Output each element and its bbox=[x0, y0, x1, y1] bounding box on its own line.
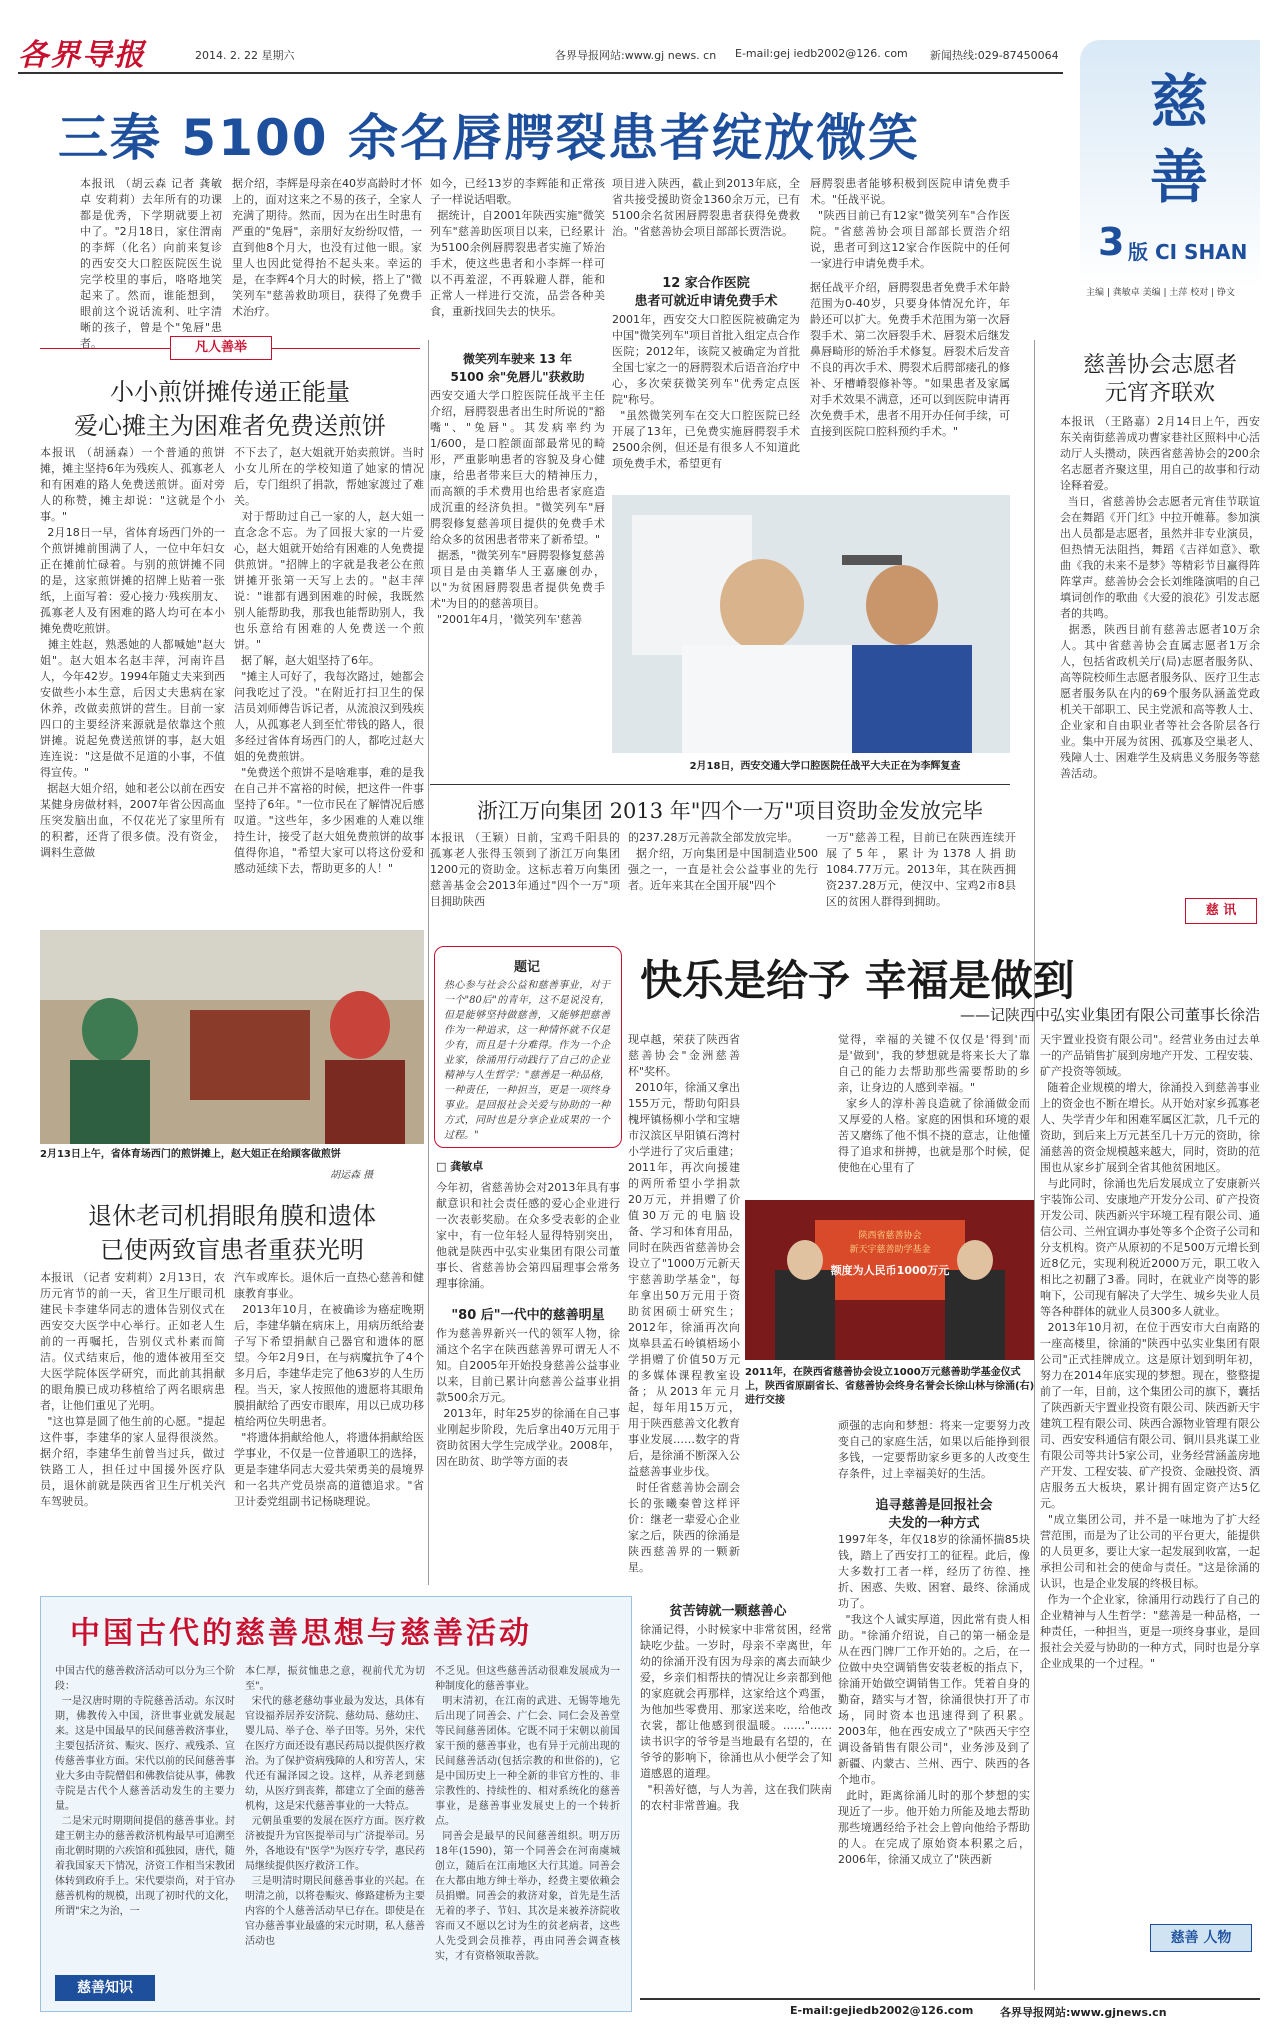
article-13-body: 西安交通大学口腔医院任战平主任介绍，唇腭裂患者出生时所说的"豁嘴"、"兔唇"。其发病率约为1/600，是口腔颌面部最常见的畸形，严重影响患者的容貌及身心健康，给患者带来巨大的精神压力，而高额的手术费用也给患者家庭造成沉重的经济负担。"微笑列车"唇腭裂修复慈善项目提供的免费手术给众多的贫困患者带来了新希望。" 据悉，"微笑列车"唇腭裂修复慈善项目是由美籍华人王嘉廉创办，以"为贫困唇腭裂患者提供免费手术"为目的的慈善项目。 "2001年4月，'微笑列车'慈善 bbox=[430, 389, 605, 626]
pancake-title-2: 爱心摊主为困难者免费送煎饼 bbox=[74, 412, 386, 440]
masthead-website: 各界导报网站:www.gj news. cn bbox=[555, 49, 717, 62]
photo-dental-exam bbox=[612, 495, 1010, 753]
pancake-col-1: 本报讯 （胡涵森）一个普通的煎饼摊，摊主坚持6年为残疾人、孤寡老人和有困难的路人免费送煎饼。面对旁人的称赞，摊主却说："这就是个小事。" 2月18日一早，省体育场西门外的一个煎饼摊前围满了人，一位中年妇女正在摊前忙碌着。与别的煎饼摊不同的是，这家煎饼摊的招牌上贴着一张纸，上面写着：爱心接力·残疾朋友、孤寡老人及有困难的路人均可在本小摊免费吃煎饼。 摊主姓赵，熟悉她的人都喊她"赵大姐"。赵大姐本名赵丰萍，河南许昌人，今年42岁。1994年随丈夫来到西安做些小本生意，后因丈夫患病在家休养，改做卖煎饼的营生。目前一家四口的主要经济来源就是依靠这个煎饼摊。说起免费送煎饼的事，赵大姐连连说："这是做不足道的小事，不值得宣传。" 据赵大姐介绍，她和老公以前在西安某健身房做材料，2007年省公因高血压突发脑出血，不仅花光了家里所有的积蓄，还背了很多债。没有资金，调料生意做 bbox=[40, 446, 226, 859]
zhejiang-col-2: 的237.28万元善款全部发放完毕。 据介绍，万向集团是中国制造业500强之一，一直是社会公益事业的先行者。近年来其在全国开展"四个 bbox=[628, 831, 818, 892]
xu-subtitle: ——记陕西中弘实业集团有限公司董事长徐浩 bbox=[959, 1006, 1260, 1024]
donation-title-2: 已使两致盲患者重获光明 bbox=[100, 1236, 364, 1264]
xu-col-3c: 1997年冬，年仅18岁的徐涌怀揣85块钱，踏上了西安打工的征程。此后，像大多数打工者一样，经历了彷徨、挫折、困惑、失败、困窘、最终、徐涌成功了。 "我这个人诚实厚道，因此常有贵人相助。"徐涌介绍说，自己的第一桶金是从在西门牌厂工作开始的。之后，在一位做中央空调销售安装老板的指点下，徐涌开始做空调销售工作。凭着自身的勤奋，踏实与才智，徐涌很快打开了市场，同时资本也迅速得到了积累。2003年，他在西安成立了"陕西天宇空调设备销售有限公司"，业务涉及到了新疆、内蒙古、兰州、西宁、陕西的各个地市。 此时，距离徐涌儿时的那个梦想的实现近了一步。他开始力所能及地去帮助那些境遇经给予社会上曾向他给予帮助的人。在完成了原始资本积累之后，2006年，徐涌又成立了"陕西新 bbox=[838, 1533, 1031, 1866]
article-12-body: 2001年，西安交大口腔医院被确定为中国"微笑列车"项目首批入组定点合作医院；2012年，该院又被确定为首批全国七家之一的唇腭裂术后语音治疗中心，多次荣获微笑列车"优秀定点医院"称号。 "虽然微笑列车在交大口腔医院已经开展了13年，已免费实施唇腭裂手术2500余例，但还是有很多人不知道此项免费手术，希望更有 bbox=[612, 313, 800, 470]
zhejiang-col-1: 本报讯 （王颖）日前，宝鸡千阳县的孤寡老人张得玉领到了浙江万向集团1200元的资助金。这标志着万向集团慈善基金会2013年通过"四个一万"项目拥助陕西 bbox=[430, 831, 620, 908]
footer-rule bbox=[640, 1998, 1260, 2000]
zhejiang-title: 浙江万向集团 2013 年"四个一万"项目资助金发放完毕 bbox=[476, 799, 984, 823]
knowledge-col-3: 不乏见。但这些慈善活动很难发展成为一种制度化的慈善事业。 明末清初，在江南的武进、无锡等地先后出现了同善会、广仁会、同仁会及善堂等民间慈善团体。它既不同于宋朝以前国家干预的慈善事业，也有异于元前出现的民间慈善活动(包括宗教的和世俗的)，它是中国历史上一种全新的非官方性的、非宗教性的、持续性的、相对系统化的慈善事业，是慈善事业发展史上的一个转折点。 同善会是最早的民间慈善组织。明万历18年(1590)，第一个同善会在河南虞城创立，随后在江南地区大行其道。同善会在大都由地方绅士举办，经费主要依赖会员捐赠。同善会的救济对象，首先是生活无着的孝子、节妇、其次是来被养济院收容而又不愿以乞讨为生的贫老病者，这些人先受到会员推荐，再由同善会调查核实，才有资格领取善款。 bbox=[435, 1666, 621, 1962]
volunteer-title-2: 元宵齐联欢 bbox=[1104, 381, 1215, 406]
xu-col-1-subhead: "80 后"一代中的慈善明星 bbox=[451, 1308, 605, 1323]
volunteer-title-1: 慈善协会志愿者 bbox=[1082, 353, 1237, 378]
lead-headline: 三秦 5100 余名唇腭裂患者绽放微笑 bbox=[58, 109, 920, 167]
lead-col-1: 本报讯 （胡云森 记者 龚敏卓 安莉莉）去年所有的功课都是优秀，下学期就要上初中了。"2月18日，家住渭南的李辉（化名）向前来复诊的西安交大口腔医院医生说完学校里的事后，咯咯地笑起来了。然而，谁能想到，眼前这个说话流利、吐字清晰的孩子，曾是个"兔唇"患者。 bbox=[80, 177, 222, 350]
xu-col-2-subhead: 贫苦铸就一颗慈善心 bbox=[669, 1604, 787, 1619]
xu-col-2b: 徐涌记得，小时候家中非常贫困，经常缺吃少盐。一岁时，母亲不幸离世，年幼的徐涌开没有因为母亲的离去而缺少爱，乡亲们相帮扶的情况让乡亲都到他的家庭就会再那样，这家给这个鸡蛋，为他加些零费用、那家送来吃，给他改衣裳，都让他感到很温暖。……"……读书识字的爷爷是当地最有名望的，在爷爷的影响下，徐涌也从小便学会了知道感恩的道理。 "积善好德，与人为善，这在我们陕南的农村非常普遍。我 bbox=[640, 1623, 832, 1812]
photo-pancake-stall bbox=[40, 930, 424, 1144]
xu-col-4: 天宇置业投资有限公司"。经营业务由过去单一的产品销售扩展到房地产开发、工程安装、矿产投资等领域。 随着企业规模的增大，徐涌投入到慈善事业上的资金也不断在增长。从开始对家乡孤寡老人、失学青少年和困难军属区汇款，几千元的资助，到后来上万元甚至几十万元的资助，徐涌慈善的资金规模越来越大，同时，资助的范围也从家乡扩展到全省其他贫困地区。 与此同时，徐涌也先后发展成立了安康新兴宇装饰公司、安康地产开发分公司、矿产投资开发公司、陕西新兴宇环境工程有限公司、通信公司、兰州宜调办事处等多个企资子公司和分支机构。资产从原初的不足500万元增长到近8亿元，实现利税近2000万元，职工收入相比之初翻了3番。同时，在就业产岗等的影响下，公司现有解决了大学生、城乡失业人员等各种群体的就业人员300多人就业。 2013年10月初，在位于西安市大白南路的一座高楼里，徐涌的"陕西中弘实业集团有限公司"正式挂牌成立。这是原计划到明年初，努力在2014年底实现的梦想。现在，整整提前了一年，目前，这个集团公司的旗下，囊括了陕西新天宇置业投资有限公司、陕西新天宇建筑工程有限公司、陕西合源物业管理有限公司、西安安科通信有限公司、铜川县兆谋工业有限公司等共计5家公司，业务经营涵盖房地产开发、工程安装、矿产投资、金融投资、酒店服务五大板块，累计拥有固定资产达5亿元。 "成立集团公司，并不是一味地为了扩大经营范围，而是为了让公司的平台更大，能提供的人员更多，要让大家一起发展到收富，一起承担公司和社会的使命与责任。"这是徐涌的认识，也是企业发展的终极目标。 作为一个企业家，徐涌用行动践行了自己的企业精神与人生哲学："慈善是一种品格，一种责任，一种担当，更是一项终身事业，是回报社会关爱与协助的一种方式，同时也是分享企业成果的一个过程。" bbox=[1040, 1033, 1261, 1670]
section-page-number: 3 bbox=[1098, 220, 1125, 264]
xu-byline: □ 龚敏卓 bbox=[436, 1160, 484, 1173]
article-12b-body: 据任战平介绍，唇腭裂患者免费手术年龄范围为0-40岁，只要身体情况允许，年龄还可以扩大。免费手术范围为第一次唇裂手术、第二次唇裂手术、唇裂术后继发鼻唇畸形的矫治手术修复。唇裂术后发音不良的再次手术、腭裂术后腭部瘘孔的修补、牙槽嵴裂修补等。"如果患者及家属对手术效果不满意，还可以到医院申请再次免费手术，患者不用开办任何手续，可直接到医院口腔科预约手术。" bbox=[810, 281, 1010, 438]
divider-left bbox=[428, 340, 429, 1585]
xu-col-2: 现卓越，荣获了陕西省慈善协会"金洲慈善杯"奖杯。 2010年，徐涌又拿出155万元，帮助句阳县槐坪镇杨柳小学和宝塘市汉滨区早阳镇石湾村小学进行了灾后重建；2011年，再次向援建的两所希望小学捐款20万元，并捐赠了价值30万元的电脑设备、学习和体育用品，同时在陕西省慈善协会设立了"1000万元新天宇慈善助学基金"，每年拿出50万元用于资助贫困硕士研究生；2012年，徐涌再次向岚皋县孟石岭镇梧场小学捐赠了价值50万元的多媒体课程教室设备；从2013年元月起，每年用15万元，用于陕西慈善文化教育事业发展……数字的背后，是徐涌不断深入公益慈善事业步伐。 时任省慈善协会副会长的张曦秦曾这样评价：继老一辈爱心企业家之后，陕西的徐涌是陕西慈善界的一颗新星。 bbox=[628, 1033, 741, 1574]
photo-dental-exam-caption: 2月18日，西安交通大学口腔医院任战平大夫正在为李辉复查 bbox=[689, 761, 961, 772]
pancake-title-1: 小小煎饼摊传递正能量 bbox=[110, 378, 350, 406]
xu-col-3b: 顽强的志向和梦想：将来一定要努力改变自己的家庭生活，如果以后能挣到很多钱，一定要帮助家乡更多的人改变生存条件，过上幸福美好的生活。 bbox=[838, 1419, 1030, 1480]
lead-col-5: 唇腭裂患者能够积极到医院申请免费手术。"任战平说。 "陕西目前已有12家"微笑列车"合作医院。"省慈善协会项目部部长贾浩介绍说，患者可到这12家合作医院中的任何一家进行申请免费手术。 bbox=[810, 177, 1010, 270]
inscription-title: 题记 bbox=[513, 960, 540, 975]
banner-line-1: 陕西省慈善协会 bbox=[858, 1231, 922, 1241]
donation-col-2: 汽车或库长。退休后一直热心慈善和健康教育事业。 2013年10月，在被确诊为癌症晚期后，李建华躺在病床上，用病历纸给妻子写下希望捐献自己器官和遗体的愿望。今年2月9日，在与病魔抗争了4个多月后，李建华走完了他63岁的人生历程。当天，家人按照他的遗愿将其眼角膜捐献给了西安市眼库，用以已成功移植给两位失明患者。 "将遗体捐献给他人，将遗体捐献给医学事业，不仅是一位普通职工的选择，更是李建华同志大爱共荣勇美的晨境界和一名共产党员崇高的道德追求。"省卫计委党组副书记杨晓理说。 bbox=[234, 1271, 424, 1508]
footer-email: E-mail:gejiedb2002@126.com bbox=[790, 2004, 974, 2017]
section-page-label: 版 CI SHAN bbox=[1128, 240, 1248, 264]
section-char-2: 善 bbox=[1150, 143, 1209, 211]
xu-col-1: 今年初，省慈善协会对2013年具有事献意识和社会责任感的爱心企业进行一次表彰奖励。在众多受表彰的企业家中，有一位年轻人显得特别突出，他就是陕西中弘实业集团有限公司董事长、省慈善协会第四届理事会常务理事徐涌。 bbox=[436, 1181, 620, 1290]
masthead-hotline: 新闻热线:029-87450064 bbox=[930, 49, 1059, 62]
xu-col-3-subhead-1: 追寻慈善是回报社会 bbox=[875, 1498, 993, 1513]
masthead-logo: 各界导报 bbox=[18, 38, 146, 73]
article-12-title-2: 患者可就近申请免费手术 bbox=[634, 294, 778, 309]
article-13-title-1: 微笑列车驶来 13 年 bbox=[462, 352, 573, 366]
pancake-stall-illustration bbox=[40, 930, 424, 1144]
xu-col-3: 觉得，幸福的关键不仅仅是'得到'而是'做到'，我的梦想就是将来长大了靠自己的能力去帮助那些需要帮助的乡亲，让身边的人感到幸福。" 家乡人的淳朴善良造就了徐涌做金而又厚爱的人格。家庭的困惧和环境的艰苦又磨练了他不惧不挠的意志，让他懂得了追求和拼搏，也就是那个时候，促使他在心里有了 bbox=[838, 1033, 1031, 1174]
lead-col-2: 据介绍，李辉是母亲在40岁高龄时才怀上的，面对这来之不易的孩子，全家人充满了期待。然而，因为在出生时患有严重的"兔唇"，亲朋好友纷纷叹惜，一直到他8个月大，也没有过他一眼。家里人也因此觉得抬不起头来。幸运的是，在李辉4个月大的时候，搭上了"微笑列车"慈善救助项目，获得了免费手术治疗。 bbox=[232, 177, 422, 318]
masthead-email: E-mail:gej iedb2002@126. com bbox=[735, 47, 908, 60]
knowledge-col-1: 中国古代的慈善救济活动可以分为三个阶段： 一是汉唐时期的寺院慈善活动。东汉时期，佛教传入中国，济世事业就发展起来。这是中国最早的民间慈善救济事业，主要包括济贫、赈灾、医疗、戒残杀、宣传慈善事业方面。宋代以前的民间慈善事业大多由寺院僧侣和佛教信徒从事，佛教寺院是古代个人慈善活动发生的主要力量。 二是宋元时期期间提倡的慈善事业。封建王朝主办的慈善救济机构最早可追溯至南北朝时期的六疾馆和孤独园，唐代，随着我国家天下情况，济资工作相当宋教团体转到政府手上。宋代要崇尚，对于官办慈善机构的规模，出现了初时代的文化，所谓"宋之为治，一 bbox=[55, 1666, 236, 1917]
section-staff: 主编 | 龚敏卓 美编 | 土萍 校对 | 铮文 bbox=[1086, 288, 1235, 298]
footer-website: 各界导报网站:www.gjnews.cn bbox=[1000, 2006, 1167, 2019]
divider-right bbox=[1034, 340, 1035, 1990]
knowledge-col-2: 本仁厚，振贫恤患之意，视前代尤为切至"。 宋代的慈老慈幼事业最为发达，具体有官设福养居养安济院、慈幼局、慈幼庄、婴儿局、举子仓、举子田等。另外，宋代在医疗方面还设有惠民药局以提供医疗救治。为了保护资病残障的人和穷苦人，宋代还有漏泽园之设。这样，从养老到慈幼，从医疗到丧葬，都建立了全面的慈善机构，这是宋代慈善事业的一大特点。 元朝虽重要的发展在医疗方面。医疗救济被提升为官医提举司与广济提举司。另外，各地设有"医学"为医疗专学，惠民药局继续提供医疗救济工作。 三是明清时期民间慈善事业的兴起。在明清之前，以将卷赈灾、修路建桥为主要内容的个人慈善活动早已存在。即使是在官办慈善事业最盛的宋元时期，私人慈善活动也 bbox=[245, 1666, 426, 1947]
photo-ceremony-caption: 2011年，在陕西省慈善协会设立1000万元慈善助学基金仪式上，陕西省原副省长、省慈善协会终身名誉会长徐山林与徐涌(右)进行交接 bbox=[745, 1367, 1035, 1406]
zhejiang-col-3: 一万"慈善工程，目前已在陕西连续开展了5年，累计为1378人捐助1084.77万元。2013年，其在陕西拥资237.28万元，使汉中、宝鸡2市8县区的贫困人群得到拥助。 bbox=[826, 831, 1016, 908]
banner-line-2: 新天宇慈善助学基金 bbox=[849, 1245, 931, 1255]
inscription-body: 热心参与社会公益和慈善事业，对于一个"80后"的青年，这不是说没有，但是能够坚持做慈善，又能够把慈善作为一种追求，这一种情怀就不仅是少有，而且是十分难得。作为一个企业家，徐涌用行动践行了自己的企业精神与人生哲学："慈善是一种品格，一种责任，一种担当，更是一项终身事业。是回报社会关爱与协助的一种方式，同时也是分享企业成果的一个过程。" bbox=[444, 980, 610, 1141]
lead-col-4: 项目进入陕西，截止到2013年底，全省共接受援助资金1360余万元，已有5100余名贫困唇腭裂患者获得免费救治。"省慈善协会项目部部长贾浩说。 bbox=[612, 177, 800, 238]
donation-col-1: 本报讯 （记者 安莉莉）2月13日，农历元宵节的前一天，省卫生厅眼司机建民卡李建华同志的遗体告别仪式在西安交大医学中心举行。正如老人生前的一再嘱托，告别仪式朴素而简洁。仪式结束后，他的遗体被用至交大医学院体医学研究，而此前其捐献的眼角膜已成功移植给了两名眼病患者，让他们重见了光明。 "这也算是圆了他生前的心愿。"提起这件事，李建华的家人显得很淡然。据介绍，李建华生前曾当过兵，做过铁路工人，担任过中国援外医疗队员，退休前就是陕西省卫生厅机关汽车驾驶员。 bbox=[40, 1271, 226, 1508]
ceremony-illustration bbox=[745, 1200, 1035, 1360]
xu-col-1b: 作为慈善界新兴一代的领军人物，徐涌这个名字在陕西慈善界可谓无人不知。自2005年开始投身慈善公益事业以来，目前已累计向慈善公益事业捐款500余万元。 2013年，时年25岁的徐涌在自己事业刚起步阶段，先后拿出40万元用于资助贫困大学生完成学业。2008年，因在助贫、助学等方面的表 bbox=[436, 1327, 620, 1468]
section-char-1: 慈 bbox=[1150, 68, 1209, 136]
volunteer-body: 本报讯 （王路嘉）2月14日上午，西安东关南街慈善成功曹家巷社区照料中心活动厅人头攒动，陕西省慈善协会的200余名志愿者齐聚这里，用自己的故事和行动诠释着爱。 当日，省慈善协会志愿者元宵佳节联谊会在舞蹈《开门红》中拉开帷幕。参加演出人员都是志愿者，虽然并非专业演员，但热情无法阻挡，舞蹈《吉祥如意》、歌曲《我的未来不是梦》等精彩节目赢得阵阵掌声。慈善协会会长刘维隆演唱的自己填词创作的歌曲《大爱的浪花》引发志愿者的共鸣。 据悉，陕西目前有慈善志愿者10万余人。其中省慈善协会直属志愿者1万余人，包括省政机关厅(局)志愿者服务队、高等院校师生志愿者服务队、医疗卫生志愿者服务队在内的69个服务队涵盖党政机关干部职工、民主党派和高等教人士、企业家和自由职业者等社会各阶层各行业。集中开展为贫困、孤寡及空巢老人、残障人士、困难学生及病患义务服务等慈善活动。 bbox=[1060, 415, 1261, 780]
masthead-rule bbox=[18, 72, 1063, 74]
lead-col-3: 如今，已经13岁的李辉能和正常孩子一样说话唱歌。 据统计，自2001年陕西实施"微笑列车"慈善助医项目以来，已经累计为5100余例唇腭裂患者实施了矫治手术，使这些患者和小李辉一样可以不再羞涩，不再躲避人群，能和正常人一样进行交流，品尝各种美食，重新找回失去的快乐。 bbox=[430, 177, 605, 318]
article-13-title-2: 5100 余"免唇儿"获救助 bbox=[450, 370, 585, 384]
pancake-col-2: 不下去了，赵大姐就开始卖煎饼。当时小女儿所在的学校知道了她家的情况后，专门组织了捐款，帮她家渡过了难关。 对于帮助过自己一家的人，赵大姐一直念念不忘。为了回报大家的一片爱心，赵大姐就开始给有困难的人免费提供煎饼。"招牌上的字就是我老公在煎饼摊开张第一天写上去的。"赵丰萍说："谁都有遇到困难的时候，我既然别人能帮助我，那我也能帮助别人，我也乐意给有困难的人免费送一个煎饼。" 据了解，赵大姐坚持了6年。 "摊主人可好了，我每次路过，她都会问我吃过了没。"在附近打扫卫生的保洁员刘师傅告诉记者，从流浪汉到残疾人，从孤寡老人到至忙带钱的路人，很多经过省体育场西门的人，都吃过赵大姐的免费煎饼。 "免费送个煎饼不是啥难事，难的是我在自己并不富裕的时候，把这件一件事坚持了6年。"一位市民在了解情况后感叹道。"这些年，多少困难的人难以维持生计，接受了赵大姐免费煎饼的故事值得你追，"希望大家可以将这份爱和感动延续下去，帮助更多的人！" bbox=[234, 446, 425, 875]
zhejiang-top-rule bbox=[430, 784, 1010, 785]
volunteer-tag: 慈 讯 bbox=[1185, 898, 1257, 924]
donation-title-1: 退休老司机捐眼角膜和遗体 bbox=[88, 1202, 376, 1230]
article-12-title-1: 12 家合作医院 bbox=[662, 276, 750, 291]
pancake-photo-caption: 2月13日上午，省体育场西门的煎饼摊上，赵大姐正在给顾客做煎饼 bbox=[40, 1149, 341, 1160]
knowledge-title: 中国古代的慈善思想与慈善活动 bbox=[70, 1616, 532, 1651]
knowledge-tag: 慈善知识 bbox=[55, 1975, 155, 2001]
photo-donation-ceremony bbox=[745, 1200, 1035, 1360]
banner-line-3: 额度为人民币1000万元 bbox=[830, 1264, 950, 1277]
xu-tag: 慈善 人物 bbox=[1150, 1924, 1252, 1952]
masthead-date: 2014. 2. 22 星期六 bbox=[195, 49, 295, 62]
xu-col-3-subhead-2: 夫发的一种方式 bbox=[888, 1516, 980, 1531]
dental-exam-illustration bbox=[612, 495, 1010, 753]
pancake-photo-credit: 胡运森 摄 bbox=[330, 1170, 374, 1181]
pancake-column-tag: 凡人善举 bbox=[170, 336, 272, 360]
xu-title: 快乐是给予 幸福是做到 bbox=[640, 956, 1075, 1005]
